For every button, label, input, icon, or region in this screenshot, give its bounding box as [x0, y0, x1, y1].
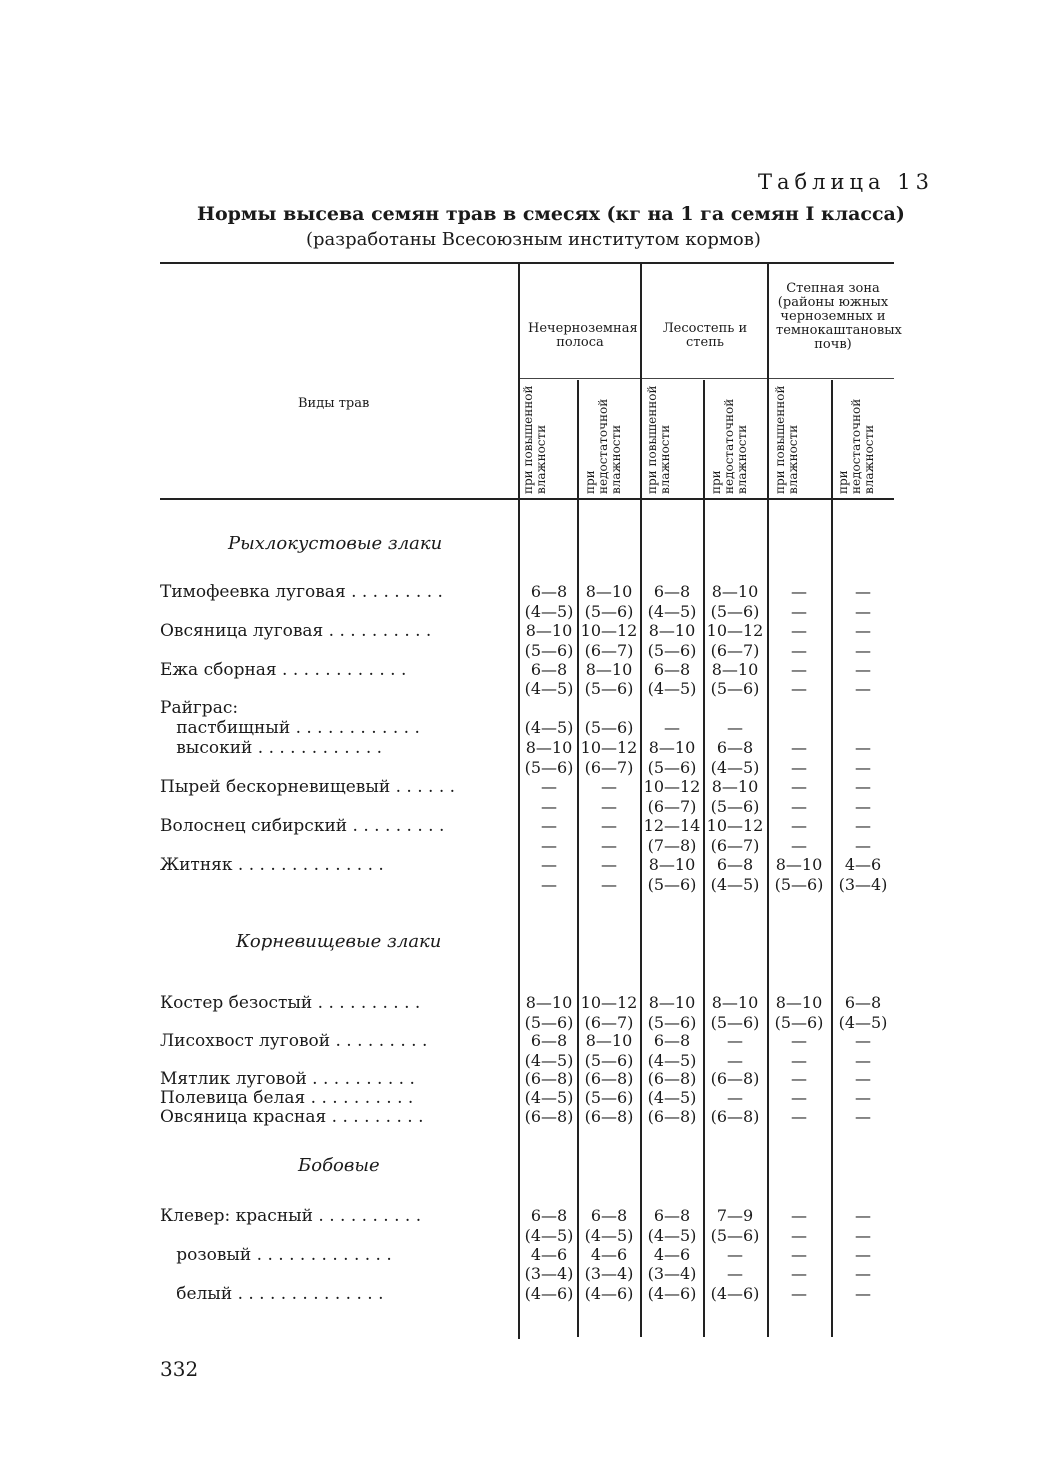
table-cell: 6—8 [653, 1031, 691, 1050]
table-cell: 10—12 [580, 738, 638, 757]
table-caption-subtitle: (разработаны Всесоюзным институтом кормов) [306, 229, 761, 250]
table-cell: 8—10 [775, 993, 823, 1012]
table-cell: — [727, 1051, 743, 1070]
table-cell: — [601, 797, 617, 816]
table-cell: (6—8) [524, 1069, 574, 1088]
table-cell: — [855, 738, 871, 757]
subcol-header: при повышенной влажности [645, 385, 672, 494]
table-cell: 10—12 [643, 777, 701, 796]
table-cell: (6—8) [647, 1107, 697, 1126]
table-cell: — [855, 836, 871, 855]
table-cell: — [855, 1226, 871, 1245]
table-cell: 8—10 [648, 993, 696, 1012]
row-label: Волоснец сибирский . . . . . . . . . [160, 816, 445, 836]
table-cell: (5—6) [710, 679, 760, 698]
table-cell: — [601, 836, 617, 855]
table-cell: — [727, 1245, 743, 1264]
table-cell: — [791, 621, 807, 640]
page-number: 332 [160, 1357, 199, 1381]
subcol-header: при недостаточной влажности [583, 398, 623, 494]
table-cell: — [855, 621, 871, 640]
table-cell: — [664, 718, 680, 737]
subcol-header: при недостаточной влажности [709, 398, 749, 494]
table-cell: (5—6) [710, 797, 760, 816]
table-cell: (6—8) [710, 1107, 760, 1126]
row-label: Овсяница красная . . . . . . . . . [160, 1107, 424, 1127]
row-label: Лисохвост луговой . . . . . . . . . [160, 1031, 428, 1051]
table-cell: (6—8) [647, 1069, 697, 1088]
row-label: пастбищный . . . . . . . . . . . . [160, 718, 420, 738]
subcol-header: при повышенной влажности [521, 385, 548, 494]
table-cell: — [855, 679, 871, 698]
table-cell: (3—4) [647, 1264, 697, 1283]
table-cell: — [791, 1051, 807, 1070]
table-cell: — [855, 1245, 871, 1264]
table-cell: (4—6) [584, 1284, 634, 1303]
table-cell: — [791, 738, 807, 757]
table-cell: — [791, 1107, 807, 1126]
table-cell: (7—8) [647, 836, 697, 855]
table-cell: 8—10 [585, 1031, 633, 1050]
table-cell: 6—8 [844, 993, 882, 1012]
table-cell: — [791, 1284, 807, 1303]
subcol-header: при повышенной влажности [773, 385, 800, 494]
table-cell: 6—8 [653, 660, 691, 679]
table-cell: — [791, 816, 807, 835]
table-cell: — [601, 816, 617, 835]
table-cell: (6—7) [647, 797, 697, 816]
table-cell: — [541, 875, 557, 894]
table-cell: 4—6 [530, 1245, 568, 1264]
table-cell: (5—6) [584, 1051, 634, 1070]
table-cell: (5—6) [524, 758, 574, 777]
table-cell: (3—4) [524, 1264, 574, 1283]
table-cell: 8—10 [585, 582, 633, 601]
table-cell: — [541, 836, 557, 855]
table-cell: (5—6) [524, 1013, 574, 1032]
table-cell: — [791, 1031, 807, 1050]
table-cell: (4—5) [647, 602, 697, 621]
table-cell: — [855, 1107, 871, 1126]
table-cell: 4—6 [653, 1245, 691, 1264]
section-heading: Рыхлокустовые злаки [228, 533, 443, 554]
table-cell: (5—6) [647, 1013, 697, 1032]
table-cell: — [855, 1051, 871, 1070]
table-cell: (4—6) [647, 1284, 697, 1303]
table-cell: 6—8 [530, 1031, 568, 1050]
table-cell: 6—8 [716, 855, 754, 874]
table-cell: (6—7) [584, 758, 634, 777]
table-cell: 6—8 [653, 1206, 691, 1225]
table-cell: — [855, 1284, 871, 1303]
row-label: Ежа сборная . . . . . . . . . . . . [160, 660, 407, 680]
table-cell: (6—8) [584, 1069, 634, 1088]
table-cell: (5—6) [647, 641, 697, 660]
table-cell: 6—8 [716, 738, 754, 757]
section-heading: Корневищевые злаки [236, 931, 442, 952]
table-cell: 8—10 [648, 855, 696, 874]
table-cell: (5—6) [774, 875, 824, 894]
table-cell: 8—10 [711, 660, 759, 679]
table-cell: (5—6) [584, 602, 634, 621]
row-label: Мятлик луговой . . . . . . . . . . [160, 1069, 415, 1089]
table-cell: (4—5) [647, 1051, 697, 1070]
table-cell: — [791, 1069, 807, 1088]
table-cell: — [791, 1206, 807, 1225]
table-cell: (5—6) [584, 1088, 634, 1107]
table-cell: — [855, 816, 871, 835]
table-cell: — [727, 1031, 743, 1050]
table-top-rule [160, 262, 894, 264]
table-cell: (5—6) [710, 1226, 760, 1245]
table-label: Таблица 13 [758, 170, 934, 194]
table-cell: — [855, 758, 871, 777]
section-heading: Бобовые [298, 1155, 380, 1176]
table-cell: — [791, 758, 807, 777]
table-cell: — [791, 836, 807, 855]
table-cell: — [791, 660, 807, 679]
table-cell: — [541, 816, 557, 835]
table-cell: 8—10 [711, 777, 759, 796]
table-cell: (5—6) [524, 641, 574, 660]
table-cell: 8—10 [775, 855, 823, 874]
table-cell: (4—5) [710, 875, 760, 894]
subcol-header: при недостаточной влажности [836, 398, 876, 494]
table-cell: (5—6) [647, 758, 697, 777]
table-cell: (6—7) [584, 641, 634, 660]
table-caption: Нормы высева семян трав в смесях (кг на 1 га семян I класса) [197, 203, 905, 225]
table-cell: (6—8) [710, 1069, 760, 1088]
table-cell: 6—8 [653, 582, 691, 601]
table-cell: 8—10 [525, 738, 573, 757]
table-cell: — [791, 679, 807, 698]
table-cell: (6—7) [710, 641, 760, 660]
table-cell: 6—8 [530, 1206, 568, 1225]
table-cell: — [791, 1245, 807, 1264]
table-cell: (4—5) [524, 1226, 574, 1245]
table-cell: (4—6) [524, 1284, 574, 1303]
table-cell: 10—12 [580, 993, 638, 1012]
table-cell: (6—7) [710, 836, 760, 855]
table-cell: (5—6) [710, 1013, 760, 1032]
table-cell: — [791, 1226, 807, 1245]
table-cell: 8—10 [525, 993, 573, 1012]
table-cell: (5—6) [710, 602, 760, 621]
row-label: Овсяница луговая . . . . . . . . . . [160, 621, 432, 641]
header-bottom-rule [160, 498, 894, 500]
table-cell: — [791, 797, 807, 816]
row-label: Клевер: красный . . . . . . . . . . [160, 1206, 422, 1226]
table-cell: 10—12 [706, 621, 764, 640]
table-cell: — [791, 641, 807, 660]
table-cell: — [791, 777, 807, 796]
zone-header-forest-steppe: Лесостепь и степь [662, 321, 748, 350]
table-cell: — [855, 1069, 871, 1088]
table-cell: (4—5) [838, 1013, 888, 1032]
table-cell: — [855, 1031, 871, 1050]
table-cell: — [541, 777, 557, 796]
row-label: Пырей бескорневищевый . . . . . . [160, 777, 456, 797]
table-cell: (4—5) [524, 1051, 574, 1070]
table-cell: (4—5) [524, 679, 574, 698]
table-cell: (5—6) [584, 679, 634, 698]
table-cell: — [791, 602, 807, 621]
table-cell: (6—8) [584, 1107, 634, 1126]
row-label: Костер безостый . . . . . . . . . . [160, 993, 421, 1013]
row-label: белый . . . . . . . . . . . . . . [160, 1284, 384, 1304]
table-cell: (4—5) [710, 758, 760, 777]
row-label: Житняк . . . . . . . . . . . . . . [160, 855, 384, 875]
table-cell: — [855, 1206, 871, 1225]
table-cell: (6—7) [584, 1013, 634, 1032]
table-cell: 6—8 [530, 582, 568, 601]
table-cell: — [855, 777, 871, 796]
table-cell: (5—6) [584, 718, 634, 737]
table-cell: (6—8) [524, 1107, 574, 1126]
table-cell: (4—5) [647, 1226, 697, 1245]
table-cell: (3—4) [584, 1264, 634, 1283]
table-cell: 7—9 [716, 1206, 754, 1225]
table-cell: — [855, 1264, 871, 1283]
table-cell: — [541, 797, 557, 816]
table-cell: 10—12 [706, 816, 764, 835]
zone-header-steppe: Степная зона (районы южных черноземных и темнокаштановых почв) [776, 281, 902, 352]
table-cell: — [541, 855, 557, 874]
table-cell: 8—10 [648, 621, 696, 640]
table-cell: 8—10 [648, 738, 696, 757]
table-cell: — [855, 602, 871, 621]
row-label: Райграс: [160, 698, 239, 718]
table-cell: — [855, 660, 871, 679]
table-cell: (4—5) [524, 602, 574, 621]
table-cell: 6—8 [530, 660, 568, 679]
table-cell: (4—5) [647, 1088, 697, 1107]
table-cell: (5—6) [774, 1013, 824, 1032]
table-cell: — [791, 1264, 807, 1283]
row-label: розовый . . . . . . . . . . . . . [160, 1245, 392, 1265]
table-cell: (4—5) [524, 1088, 574, 1107]
zone-header-nonchernozem: Нечерноземная полоса [528, 321, 638, 350]
table-cell: (4—5) [647, 679, 697, 698]
table-cell: — [855, 797, 871, 816]
table-cell: — [855, 641, 871, 660]
table-cell: — [727, 1088, 743, 1107]
table-cell: (4—5) [584, 1226, 634, 1245]
table-cell: 4—6 [844, 855, 882, 874]
table-cell: — [601, 777, 617, 796]
table-cell: — [727, 718, 743, 737]
table-cell: 8—10 [711, 993, 759, 1012]
table-cell: (3—4) [838, 875, 888, 894]
species-column-header: Виды трав [298, 396, 370, 411]
row-label: Тимофеевка луговая . . . . . . . . . [160, 582, 443, 602]
table-cell: — [601, 855, 617, 874]
table-cell: 4—6 [590, 1245, 628, 1264]
table-cell: 8—10 [585, 660, 633, 679]
table-cell: — [855, 1088, 871, 1107]
table-cell: 10—12 [580, 621, 638, 640]
table-cell: — [727, 1264, 743, 1283]
table-cell: (5—6) [647, 875, 697, 894]
table-cell: 12—14 [643, 816, 701, 835]
table-cell: 8—10 [525, 621, 573, 640]
table-cell: 6—8 [590, 1206, 628, 1225]
table-cell: 8—10 [711, 582, 759, 601]
table-cell: — [791, 582, 807, 601]
table-cell: — [855, 582, 871, 601]
row-label: высокий . . . . . . . . . . . . [160, 738, 383, 758]
table-cell: (4—6) [710, 1284, 760, 1303]
table-cell: (4—5) [524, 718, 574, 737]
table-cell: — [601, 875, 617, 894]
table-cell: — [791, 1088, 807, 1107]
row-label: Полевица белая . . . . . . . . . . [160, 1088, 414, 1108]
